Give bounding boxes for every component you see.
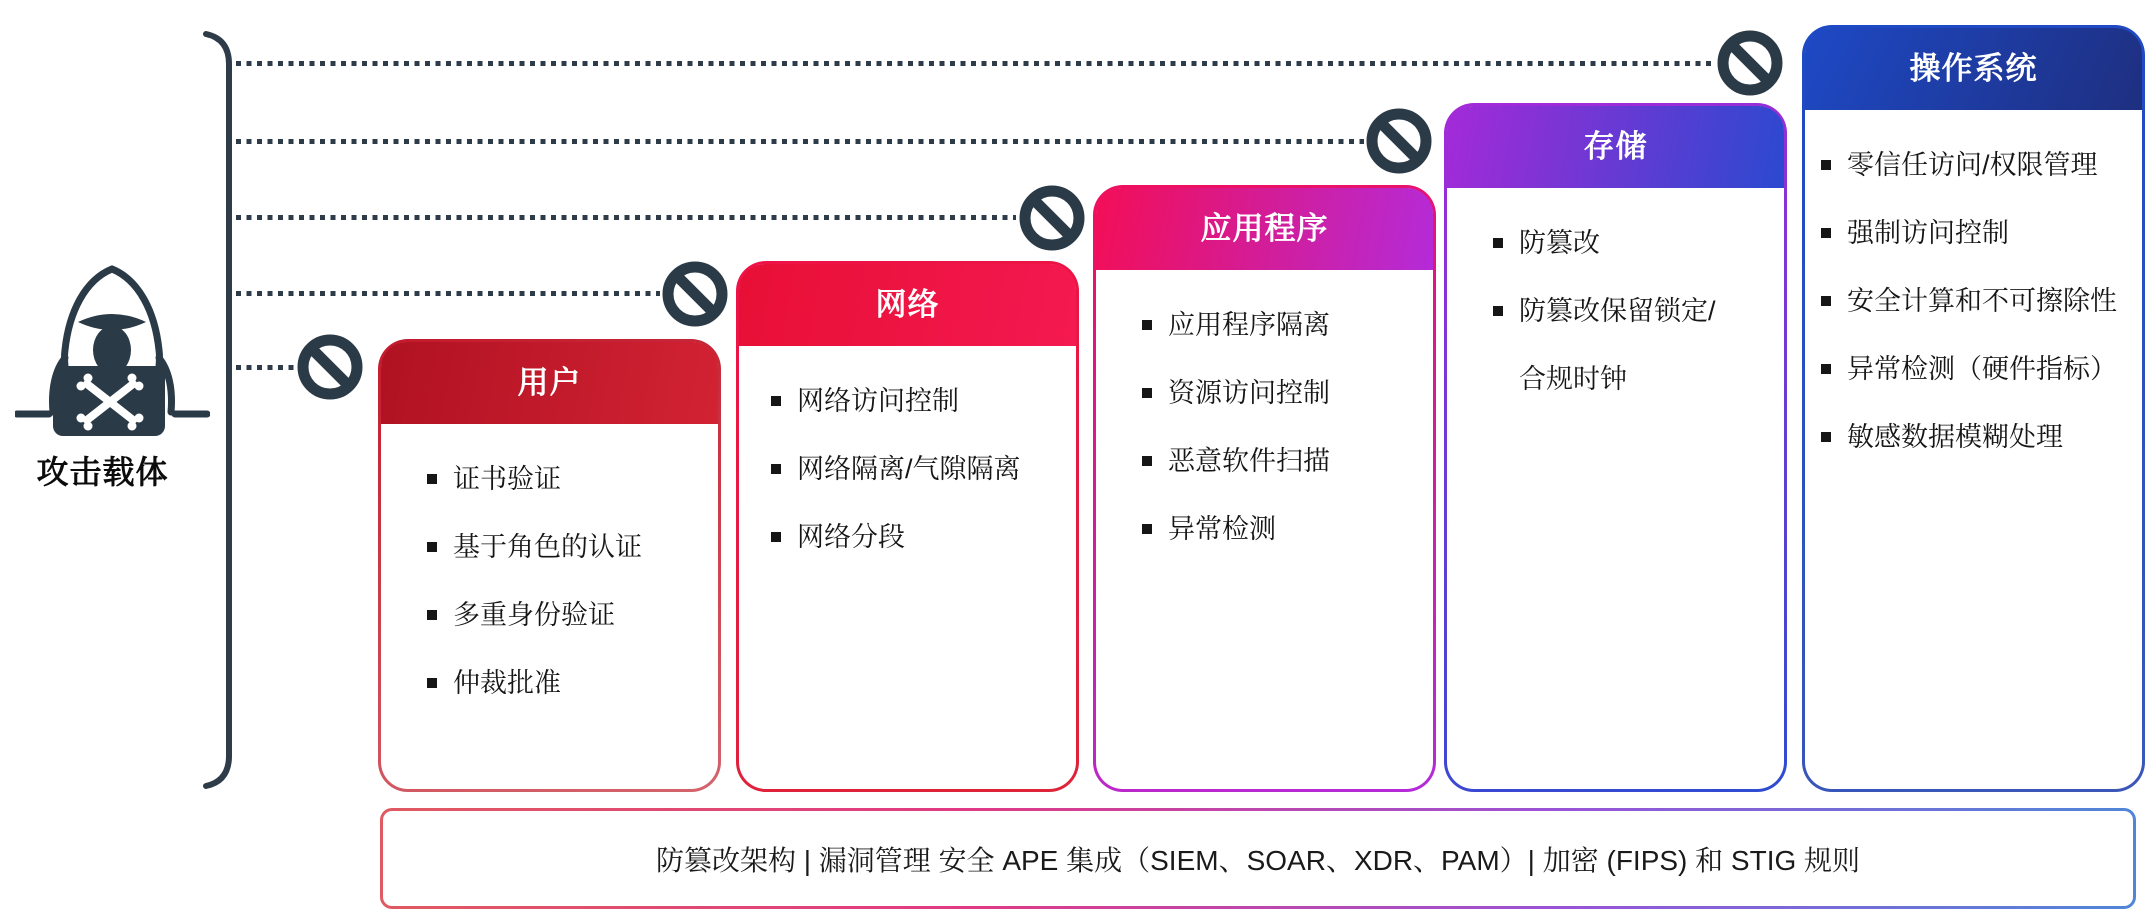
no-entry-icon [1017, 183, 1087, 253]
hacker-laptop-crossbones-icon [15, 262, 210, 447]
list-item: 异常检测 [1142, 495, 1423, 563]
list-item: 强制访问控制 [1821, 199, 2142, 267]
list-item: 网络访问控制 [771, 367, 1066, 435]
list-item: 零信任访问/权限管理 [1821, 131, 2142, 199]
list-item: 资源访问控制 [1142, 359, 1423, 427]
card-network-header [739, 264, 1076, 346]
card-user-header [381, 342, 718, 424]
list-item: 应用程序隔离 [1142, 291, 1423, 359]
card-storage-header [1447, 106, 1784, 188]
card-operating-system-header [1805, 28, 2142, 110]
list-item: 安全计算和不可擦除性 [1821, 267, 2142, 335]
card-network-items [739, 346, 1076, 571]
card-storage-items [1447, 188, 1784, 413]
card-user-title: 用户 [517, 365, 582, 400]
list-item: 异常检测（硬件指标） [1821, 335, 2142, 403]
card-application [1093, 185, 1436, 792]
security-capabilities-text: 防篡改架构 | 漏洞管理 安全 APE 集成（SIEM、SOAR、XDR、PAM）| 加密 (FIPS) 和 STIG 规则 [655, 844, 1861, 876]
card-application-items [1096, 270, 1433, 563]
no-entry-icon [1364, 106, 1434, 176]
no-entry-icon [1715, 28, 1785, 98]
attack-path-dotted-line [236, 291, 660, 296]
card-application-header [1096, 188, 1433, 270]
list-item: 仲裁批准 [427, 649, 708, 717]
card-network [736, 261, 1079, 792]
list-item: 基于角色的认证 [427, 513, 708, 581]
attack-path-dotted-line [236, 61, 1714, 66]
card-operating-system-title: 操作系统 [1909, 51, 2038, 86]
list-item: 恶意软件扫描 [1142, 427, 1423, 495]
card-application-title: 应用程序 [1200, 211, 1329, 246]
card-storage-title: 存储 [1583, 129, 1648, 164]
attack-path-dotted-line [236, 139, 1364, 144]
card-operating-system-items [1805, 110, 2142, 471]
list-item: 防篡改 [1493, 209, 1728, 277]
card-operating-system [1802, 25, 2145, 792]
attack-path-dotted-line [236, 365, 296, 370]
security-capabilities-bar [380, 808, 2136, 909]
list-item: 网络分段 [771, 503, 1066, 571]
card-user-items [381, 424, 718, 717]
no-entry-icon [295, 332, 365, 402]
list-item: 证书验证 [427, 445, 708, 513]
attack-vector-label: 攻击载体 [36, 454, 169, 490]
card-storage [1444, 103, 1787, 792]
list-item: 多重身份验证 [427, 581, 708, 649]
attack-path-dotted-line [236, 215, 1016, 220]
list-item: 防篡改保留锁定/合规时钟 [1493, 277, 1728, 413]
card-network-title: 网络 [875, 287, 940, 322]
no-entry-icon [660, 259, 730, 329]
list-item: 敏感数据模糊处理 [1821, 403, 2142, 471]
list-item: 网络隔离/气隙隔离 [771, 435, 1066, 503]
attack-vector-bracket [196, 30, 236, 790]
card-user [378, 339, 721, 792]
